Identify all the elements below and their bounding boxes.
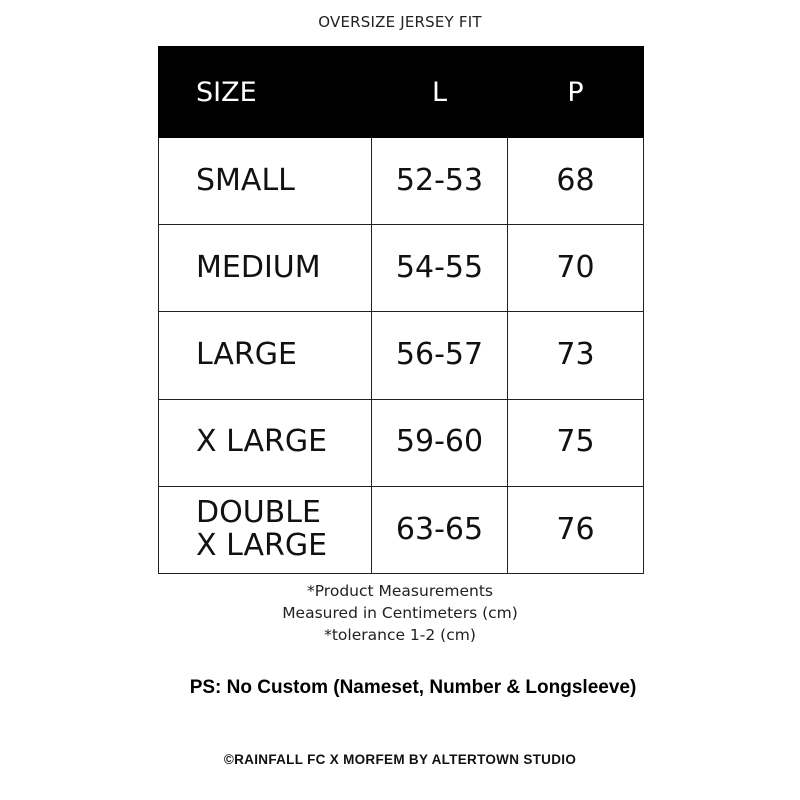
measurement-notes bbox=[0, 580, 800, 646]
length-cell: 63-65 bbox=[372, 486, 508, 573]
size-cell bbox=[159, 486, 372, 573]
length-cell: 52-53 bbox=[372, 138, 508, 225]
note-line: *Product Measurements bbox=[306, 582, 493, 600]
size-cell: X LARGE bbox=[159, 399, 372, 486]
note-line: *tolerance 1-2 (cm) bbox=[324, 626, 476, 644]
table-header-row bbox=[159, 47, 644, 138]
size-cell: SMALL bbox=[159, 138, 372, 225]
header-width: P bbox=[508, 47, 644, 138]
copyright-footer: ©RAINFALL FC X MORFEM BY ALTERTOWN STUDIO bbox=[223, 752, 577, 767]
header-length: L bbox=[372, 47, 508, 138]
width-cell: 73 bbox=[508, 312, 644, 399]
table-row bbox=[159, 486, 644, 573]
width-cell: 68 bbox=[508, 138, 644, 225]
size-chart-table bbox=[158, 46, 644, 574]
width-cell: 75 bbox=[508, 399, 644, 486]
note-line: Measured in Centimeters (cm) bbox=[282, 604, 518, 622]
table-row bbox=[159, 225, 644, 312]
header-size: SIZE bbox=[159, 47, 372, 138]
length-cell: 56-57 bbox=[372, 312, 508, 399]
table-row bbox=[159, 399, 644, 486]
width-cell: 76 bbox=[508, 486, 644, 573]
length-cell: 54-55 bbox=[372, 225, 508, 312]
length-cell: 59-60 bbox=[372, 399, 508, 486]
size-cell-line: DOUBLE bbox=[196, 495, 321, 531]
size-cell: MEDIUM bbox=[159, 225, 372, 312]
table-row bbox=[159, 138, 644, 225]
ps-note: PS: No Custom (Nameset, Number & Longsleeve) bbox=[189, 677, 637, 698]
chart-title: OVERSIZE JERSEY FIT bbox=[318, 13, 482, 31]
width-cell: 70 bbox=[508, 225, 644, 312]
size-cell-line: X LARGE bbox=[196, 527, 328, 563]
table-row bbox=[159, 312, 644, 399]
size-cell: LARGE bbox=[159, 312, 372, 399]
